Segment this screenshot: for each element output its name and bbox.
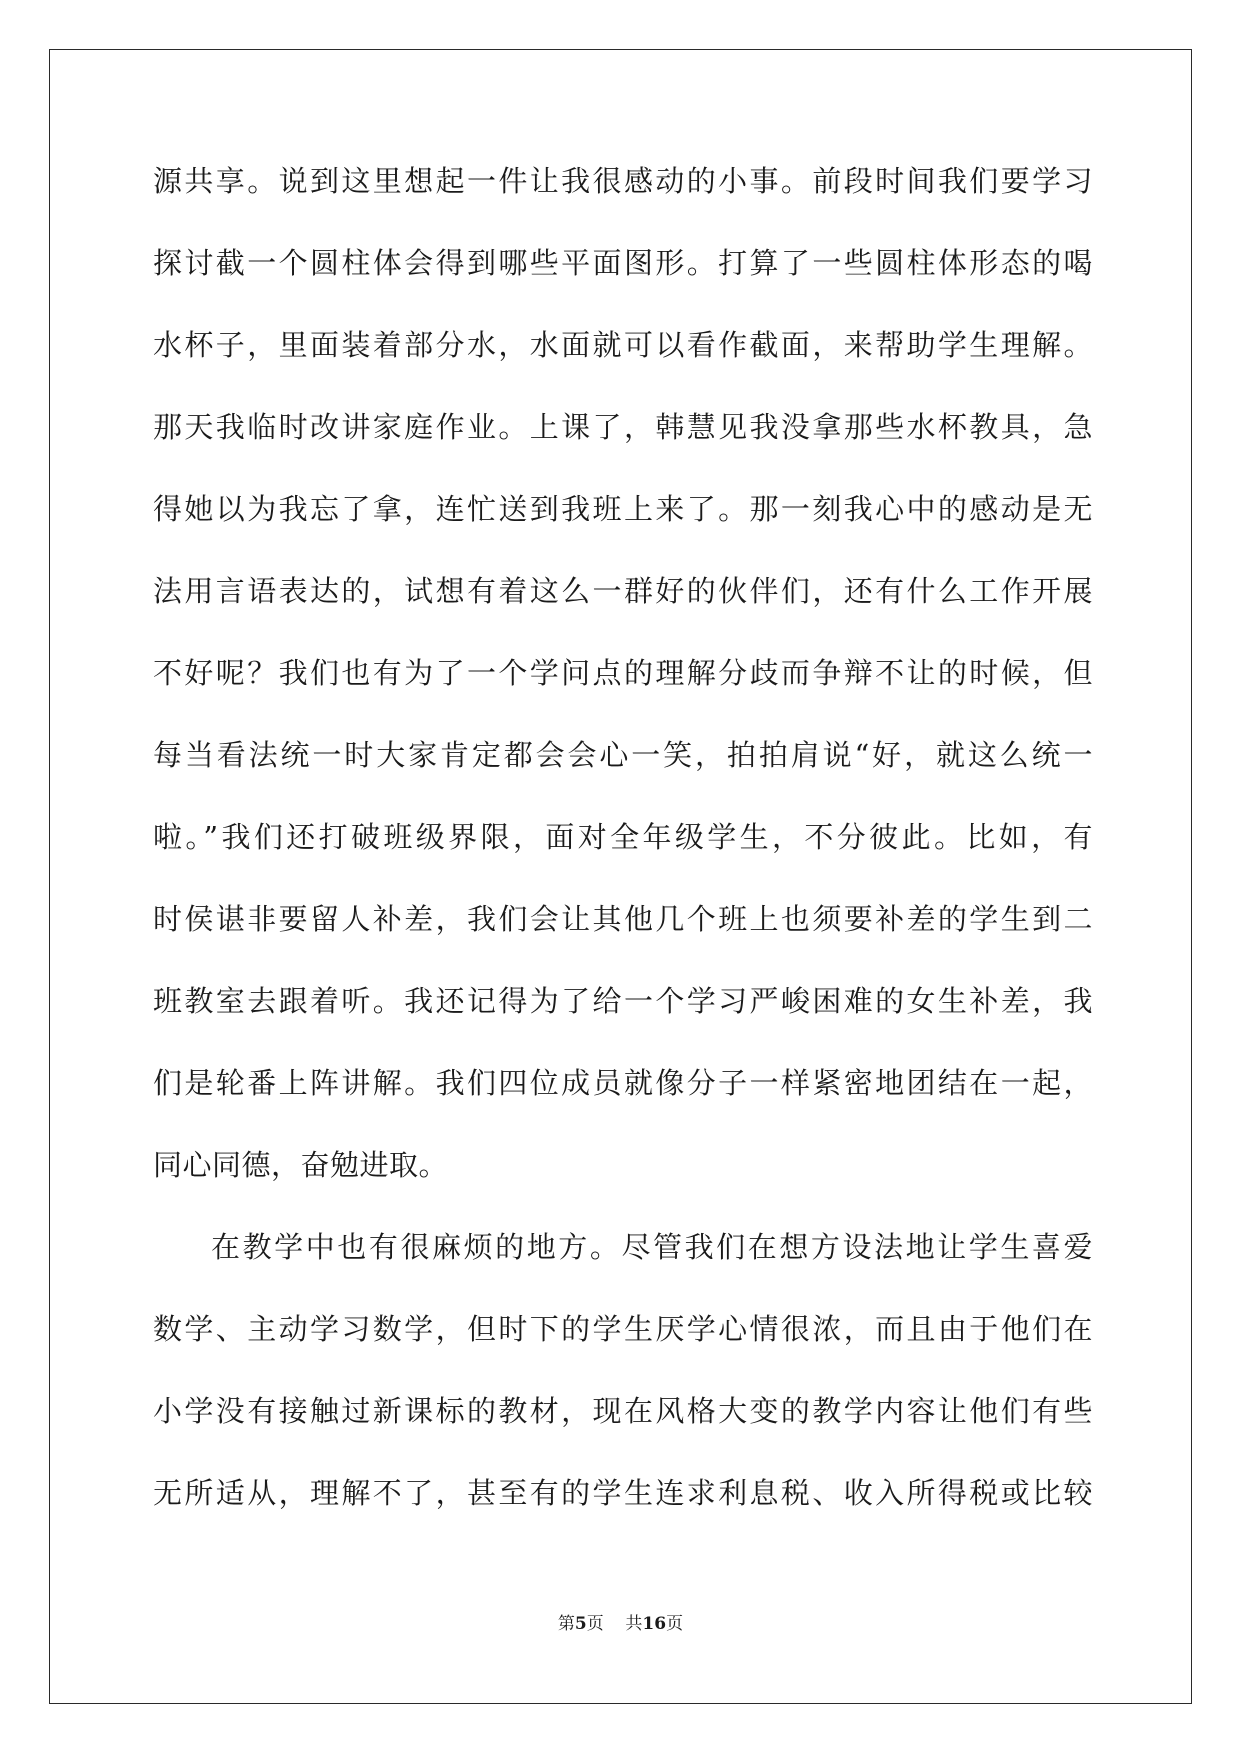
text-line: 源共享。说到这里想起一件让我很感动的小事。前段时间我们要学习 [153,164,1093,198]
text-line: 啦。”我们还打破班级界限，面对全年级学生，不分彼此。比如，有 [153,820,1093,854]
page-suffix: 页 [586,1614,604,1634]
paragraph-2 [153,1226,1093,1554]
text-line: 不好呢？我们也有为了一个学问点的理解分歧而争辩不让的时候，但 [153,656,1093,690]
total-suffix: 页 [666,1614,684,1634]
page-prefix: 第 [557,1614,575,1634]
text-line: 无所适从，理解不了，甚至有的学生连求利息税、收入所得税或比较 [153,1476,1093,1510]
text-line: 们是轮番上阵讲解。我们四位成员就像分子一样紧密地团结在一起， [153,1066,1093,1100]
total-prefix: 共 [625,1614,643,1634]
text-line: 探讨截一个圆柱体会得到哪些平面图形。打算了一些圆柱体形态的喝 [153,246,1093,280]
text-line: 同心同德，奋勉进取。 [153,1148,449,1182]
page-number: 5 [574,1614,587,1634]
paragraph-1 [153,160,1093,1226]
text-line: 法用言语表达的，试想有着这么一群好的伙伴们，还有什么工作开展 [153,574,1093,608]
text-line: 那天我临时改讲家庭作业。上课了，韩慧见我没拿那些水杯教具，急 [153,410,1093,444]
text-line: 小学没有接触过新课标的教材，现在风格大变的教学内容让他们有些 [153,1394,1093,1428]
text-line: 时侯谌非要留人补差，我们会让其他几个班上也须要补差的学生到二 [153,902,1093,936]
text-line: 班教室去跟着听。我还记得为了给一个学习严峻困难的女生补差，我 [153,984,1093,1018]
text-line: 在教学中也有很麻烦的地方。尽管我们在想方设法地让学生喜爱 [211,1230,1093,1264]
text-line: 数学、主动学习数学，但时下的学生厌学心情很浓，而且由于他们在 [153,1312,1093,1346]
text-line: 每当看法统一时大家肯定都会会心一笑，拍拍肩说“好，就这么统一 [153,738,1093,772]
text-line: 得她以为我忘了拿，连忙送到我班上来了。那一刻我心中的感动是无 [153,492,1093,526]
text-line: 水杯子，里面装着部分水，水面就可以看作截面，来帮助学生理解。 [153,328,1093,362]
total-pages: 16 [642,1614,667,1634]
page-footer [0,1609,1241,1634]
document-body [153,160,1093,1554]
